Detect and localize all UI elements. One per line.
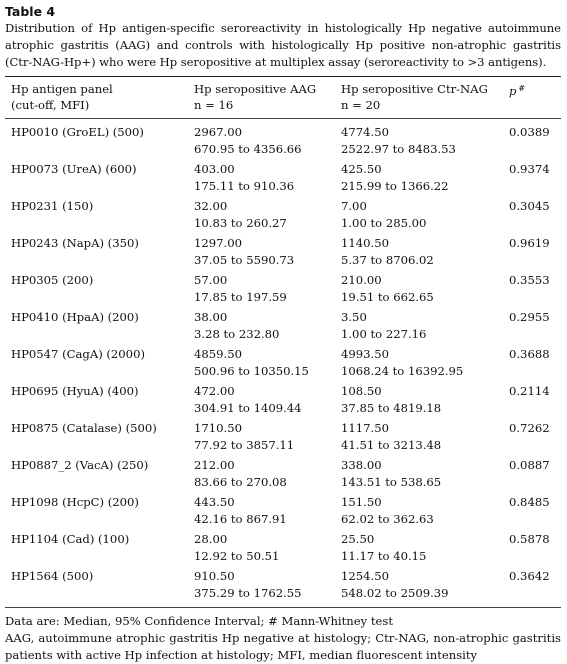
aag-median: 472.00	[194, 384, 235, 398]
aag-confidence-interval: 3.28 to 232.80	[194, 327, 280, 341]
ctr-median: 338.00	[341, 458, 382, 472]
header-aag	[194, 77, 341, 118]
ctr-confidence-interval: 62.02 to 362.63	[341, 512, 434, 526]
ctr-confidence-interval: 548.02 to 2509.39	[341, 586, 449, 600]
cell-ctr-nag	[341, 420, 509, 457]
cell-aag	[194, 272, 341, 309]
cell-ctr-nag	[341, 531, 509, 568]
table-label: Table 4	[5, 4, 56, 19]
cell-antigen: HP0231 (150)	[11, 199, 94, 213]
cell-p-value: 0.3553	[509, 273, 550, 287]
aag-median: 28.00	[194, 532, 228, 546]
ctr-confidence-interval: 215.99 to 1366.22	[341, 179, 449, 193]
aag-median: 4859.50	[194, 347, 242, 361]
ctr-confidence-interval: 143.51 to 538.65	[341, 475, 442, 489]
ctr-confidence-interval: 19.51 to 662.65	[341, 290, 434, 304]
ctr-median: 3.50	[341, 310, 367, 324]
table-row	[5, 161, 561, 198]
cell-antigen: HP0010 (GroEL) (500)	[11, 125, 144, 139]
aag-median: 403.00	[194, 162, 235, 176]
cell-p-value: 0.9374	[509, 162, 550, 176]
header-p-label: p	[509, 84, 517, 98]
cell-p-value: 0.8485	[509, 495, 550, 509]
ctr-confidence-interval: 11.17 to 40.15	[341, 549, 427, 563]
ctr-median: 1117.50	[341, 421, 389, 435]
aag-confidence-interval: 37.05 to 5590.73	[194, 253, 295, 267]
cell-p-value: 0.2955	[509, 310, 550, 324]
cell-ctr-nag	[341, 383, 509, 420]
ctr-confidence-interval: 41.51 to 3213.48	[341, 438, 442, 452]
aag-median: 910.50	[194, 569, 235, 583]
aag-confidence-interval: 500.96 to 10350.15	[194, 364, 309, 378]
cell-aag	[194, 457, 341, 494]
aag-median: 2967.00	[194, 125, 242, 139]
table-row	[5, 531, 561, 568]
cell-ctr-nag	[341, 346, 509, 383]
aag-median: 1297.00	[194, 236, 242, 250]
cell-p-value: 0.9619	[509, 236, 550, 250]
ctr-median: 108.50	[341, 384, 382, 398]
table-row	[5, 198, 561, 235]
cell-antigen: HP0073 (UreA) (600)	[11, 162, 137, 176]
table-row	[5, 309, 561, 346]
cell-antigen: HP0695 (HyuA) (400)	[11, 384, 139, 398]
aag-median: 1710.50	[194, 421, 242, 435]
aag-confidence-interval: 17.85 to 197.59	[194, 290, 287, 304]
cell-aag	[194, 119, 341, 161]
cell-p-value: 0.3642	[509, 569, 550, 583]
cell-antigen: HP1098 (HcpC) (200)	[11, 495, 139, 509]
header-p-value	[509, 77, 561, 118]
table-row	[5, 383, 561, 420]
cell-ctr-nag	[341, 494, 509, 531]
ctr-median: 210.00	[341, 273, 382, 287]
ctr-median: 1140.50	[341, 236, 389, 250]
cell-aag	[194, 383, 341, 420]
table-row	[5, 235, 561, 272]
cell-aag	[194, 198, 341, 235]
header-ctr-line1: Hp seropositive Ctr-NAG	[341, 82, 488, 96]
aag-confidence-interval: 175.11 to 910.36	[194, 179, 295, 193]
aag-confidence-interval: 42.16 to 867.91	[194, 512, 287, 526]
cell-ctr-nag	[341, 457, 509, 494]
cell-aag	[194, 346, 341, 383]
aag-confidence-interval: 304.91 to 1409.44	[194, 401, 302, 415]
table-row	[5, 272, 561, 309]
header-p-sup: #	[518, 84, 526, 93]
cell-aag	[194, 494, 341, 531]
cell-p-value: 0.2114	[509, 384, 550, 398]
cell-antigen: HP0887_2 (VacA) (250)	[11, 458, 149, 472]
table-row	[5, 420, 561, 457]
header-ctr-nag	[341, 77, 509, 118]
cell-antigen: HP0875 (Catalase) (500)	[11, 421, 157, 435]
ctr-median: 1254.50	[341, 569, 389, 583]
cell-p-value: 0.3688	[509, 347, 550, 361]
cell-antigen: HP0305 (200)	[11, 273, 94, 287]
table-row	[5, 119, 561, 161]
aag-median: 32.00	[194, 199, 228, 213]
cell-antigen: HP1564 (500)	[11, 569, 94, 583]
table-row	[5, 494, 561, 531]
cell-antigen: HP0410 (HpaA) (200)	[11, 310, 139, 324]
ctr-confidence-interval: 37.85 to 4819.18	[341, 401, 442, 415]
footnotes	[5, 608, 561, 664]
aag-median: 57.00	[194, 273, 228, 287]
cell-ctr-nag	[341, 568, 509, 605]
ctr-confidence-interval: 1.00 to 285.00	[341, 216, 427, 230]
table-caption: Distribution of Hp antigen-specific seroreactivity in histologically Hp negative autoimmune atrophic gastritis (AAG) and controls with histologically Hp positive non-atrophic gastritis (Ctr-NAG-Hp+) who were Hp seropositive at multiplex assay (seroreactivity to >3 antigens).	[5, 21, 561, 69]
ctr-median: 425.50	[341, 162, 382, 176]
table-row	[5, 346, 561, 383]
aag-confidence-interval: 83.66 to 270.08	[194, 475, 287, 489]
ctr-median: 151.50	[341, 495, 382, 509]
header-aag-line1: Hp seropositive AAG	[194, 82, 317, 96]
ctr-median: 25.50	[341, 532, 375, 546]
aag-confidence-interval: 12.92 to 50.51	[194, 549, 280, 563]
footnote-2: AAG, autoimmune atrophic gastritis Hp negative at histology; Ctr-NAG, non-atrophic gastritis patients with active Hp infection at histology; MFI, median fluorescent intensity	[5, 631, 561, 662]
cell-antigen: HP0243 (NapA) (350)	[11, 236, 139, 250]
cell-aag	[194, 161, 341, 198]
header-antigen-panel	[5, 77, 194, 118]
data-table	[5, 77, 561, 605]
cell-p-value: 0.5878	[509, 532, 550, 546]
ctr-confidence-interval: 5.37 to 8706.02	[341, 253, 434, 267]
header-aag-line2: n = 16	[194, 98, 234, 112]
cell-p-value: 0.0887	[509, 458, 550, 472]
cell-p-value: 0.3045	[509, 199, 550, 213]
ctr-median: 4774.50	[341, 125, 389, 139]
header-antigen-line2: (cut-off, MFI)	[11, 98, 90, 112]
aag-confidence-interval: 10.83 to 260.27	[194, 216, 287, 230]
aag-confidence-interval: 670.95 to 4356.66	[194, 142, 302, 156]
cell-ctr-nag	[341, 235, 509, 272]
cell-aag	[194, 309, 341, 346]
ctr-median: 4993.50	[341, 347, 389, 361]
aag-confidence-interval: 77.92 to 3857.11	[194, 438, 295, 452]
cell-p-value: 0.7262	[509, 421, 550, 435]
ctr-confidence-interval: 1.00 to 227.16	[341, 327, 427, 341]
aag-median: 38.00	[194, 310, 228, 324]
table-row	[5, 568, 561, 605]
ctr-confidence-interval: 2522.97 to 8483.53	[341, 142, 456, 156]
cell-ctr-nag	[341, 272, 509, 309]
header-ctr-line2: n = 20	[341, 98, 381, 112]
cell-antigen: HP1104 (Cad) (100)	[11, 532, 130, 546]
cell-p-value: 0.0389	[509, 125, 550, 139]
footnote-1: Data are: Median, 95% Confidence Interval; # Mann-Whitney test	[5, 614, 393, 628]
header-row	[5, 77, 561, 118]
aag-median: 212.00	[194, 458, 235, 472]
cell-aag	[194, 531, 341, 568]
cell-aag	[194, 420, 341, 457]
table-row	[5, 457, 561, 494]
cell-ctr-nag	[341, 309, 509, 346]
cell-aag	[194, 235, 341, 272]
ctr-confidence-interval: 1068.24 to 16392.95	[341, 364, 464, 378]
cell-aag	[194, 568, 341, 605]
cell-antigen: HP0547 (CagA) (2000)	[11, 347, 145, 361]
cell-ctr-nag	[341, 161, 509, 198]
aag-median: 443.50	[194, 495, 235, 509]
cell-ctr-nag	[341, 198, 509, 235]
cell-ctr-nag	[341, 119, 509, 161]
aag-confidence-interval: 375.29 to 1762.55	[194, 586, 302, 600]
ctr-median: 7.00	[341, 199, 367, 213]
header-antigen-line1: Hp antigen panel	[11, 82, 113, 96]
